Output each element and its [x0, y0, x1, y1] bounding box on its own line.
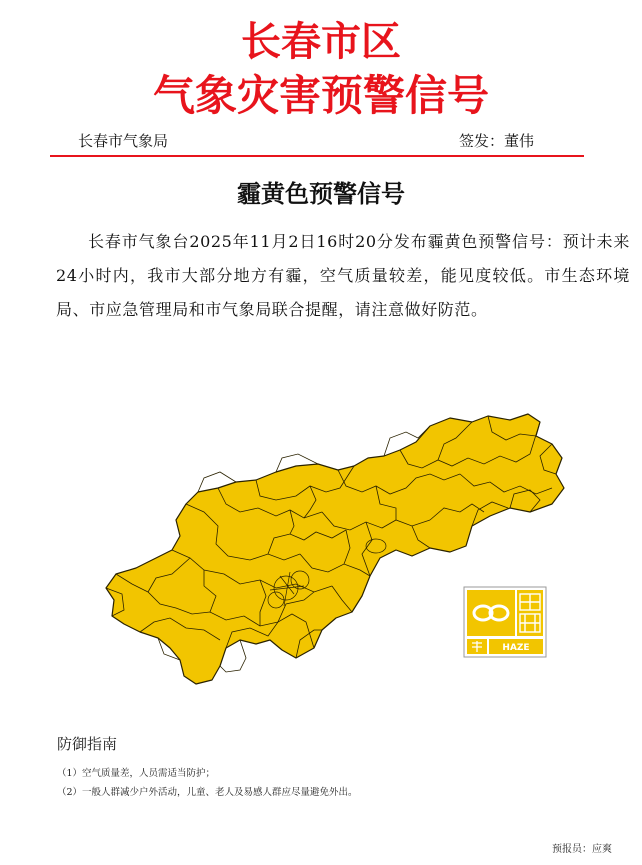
forecaster-label: 预报员：应爽 [552, 844, 612, 855]
guide-item-2: （2）一般人群减少户外活动，儿童、老人及易感人群应尽量避免外出。 [57, 787, 358, 798]
guide-item-1: （1）空气质量差，人员需适当防护； [57, 768, 216, 779]
red-divider [50, 155, 584, 157]
notice-body: 长春市气象台2025年11月2日16时20分发布霾黄色预警信号：预计未来24小时内，我市大部分地方有霾，空气质量较差，能见度较低。市生态环境局、市应急管理局和市气象局联合提醒，请注意做好防范。 [56, 232, 630, 319]
notice-title: 霾黄色预警信号 [237, 180, 405, 208]
haze-warning-badge [463, 586, 547, 658]
badge-label: HAZE [502, 643, 530, 653]
defense-guide-title: 防御指南 [57, 735, 118, 753]
signer-label: 签发：董伟 [458, 132, 534, 150]
issuer-label: 长春市气象局 [78, 132, 169, 150]
header-title-line2: 气象灾害预警信号 [152, 71, 489, 120]
header-title-line1: 长春市区 [241, 19, 401, 65]
